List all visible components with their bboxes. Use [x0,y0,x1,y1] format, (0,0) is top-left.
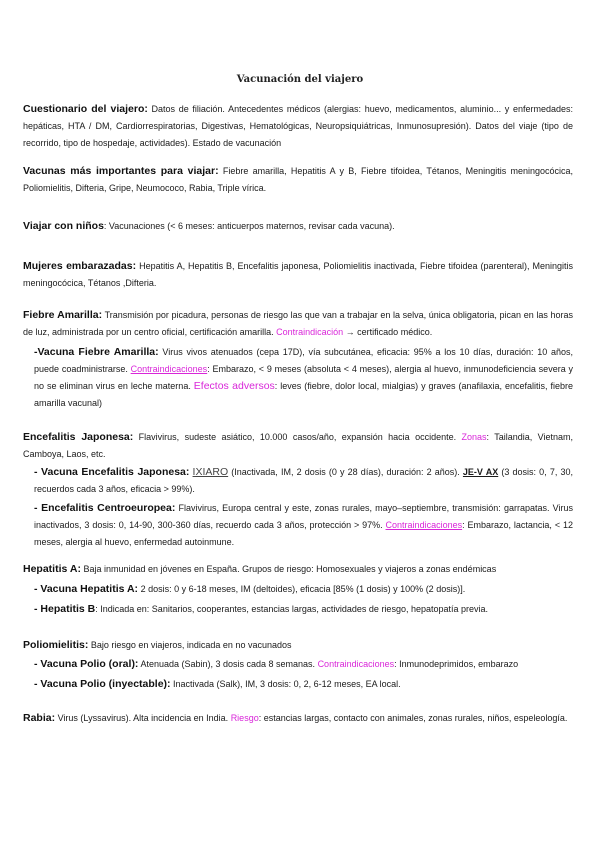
text-vacuna-polio-oral: Atenuada (Sabin), 3 dosis cada 8 semanas. [138,659,318,669]
heading-vacuna-polio-oral: - Vacuna Polio (oral): [34,658,139,670]
section-vacuna-polio-oral [34,656,573,673]
text-vacuna-encefalitis-japonesa-1: (Inactivada, IM, 2 dosis (0 y 28 días), duración: 2 años). [228,467,463,477]
section-encefalitis-japonesa [23,429,573,463]
text-encefalitis-centroeuropea: Flavivirus, Europa central y este, zonas rurales, mayo–septiembre, transmisión: garrapatas. Virus inactivados, 3 dosis: 0, 14-90, 300-360 días, recuerdo cada 3 años, protección > 97%. [34,503,573,530]
zonas-label: Zonas [461,432,487,442]
text-rabia: Virus (Lyssavirus). Alta incidencia en India. [55,713,231,723]
text-vacuna-fiebre-amarilla-2: : Embarazo, < 9 meses (absoluta < 4 meses), alergia al huevo, inmunodeficiencia severa y no se eliminan virus en leche materna. [34,364,573,391]
section-poliomielitis [23,637,573,654]
text-rabia-after: : estancias largas, contacto con animales, zonas rurales, niños, espeleología. [258,713,568,723]
section-hepatitis-a [23,561,573,578]
contraindicacion-fiebre-amarilla: Contraindicación [276,327,344,337]
heading-fiebre-amarilla: Fiebre Amarilla: [23,309,103,321]
riesgo-label: Riesgo [230,713,259,723]
brand-ixiaro: IXIARO [192,466,229,478]
contraindicaciones-vacuna-fiebre-amarilla: Contraindicaciones [130,364,208,374]
heading-vacuna-encefalitis-japonesa: - Vacuna Encefalitis Japonesa: [34,466,190,478]
text-fiebre-amarilla-after: → certificado médico. [343,327,433,337]
heading-rabia: Rabia: [23,712,56,724]
heading-embarazadas: Mujeres embarazadas: [23,260,137,272]
section-encefalitis-centroeuropea [34,500,573,551]
page-title: Vacunación del viajero [236,74,364,85]
section-fiebre-amarilla [23,307,573,341]
heading-hepatitis-a: Hepatitis A: [23,563,81,575]
heading-ninos: Viajar con niños [23,220,104,232]
text-vacuna-polio-oral-after: : Inmunodeprimidos, embarazo [394,659,519,669]
section-vacuna-hepatitis-a [34,581,573,598]
heading-poliomielitis: Poliomielitis: [23,639,89,651]
section-cuestionario [23,101,573,152]
text-embarazadas: Hepatitis A, Hepatitis B, Encefalitis japonesa, Poliomielitis inactivada, Fiebre tifoidea (parenteral), Meningitis meningocócica, Tétanos ,Difteria. [23,261,573,288]
heading-vacunas-importantes: Vacunas más importantes para viajar: [23,165,219,177]
text-encefalitis-japonesa: Flavivirus, sudeste asiático, 10.000 casos/año, expansión hacia occidente. [133,432,462,442]
text-ninos: : Vacunaciones (< 6 meses: anticuerpos maternos, revisar cada vacuna). [103,221,395,231]
efectos-adversos-label: Efectos adversos [193,380,275,392]
text-cuestionario: Datos de filiación. Antecedentes médicos (alergias: huevo, medicamentos, aluminio... y enfermedades: hepáticas, HTA / DM, Cardiorrespiratorias, Digestivas, Hematológicas, Neuropsiquiátricas, Inmunosupresión). Datos del viaje (tipo de recorrido, tipo de hospedaje, actividades). Estado de vacunación [23,104,573,148]
section-rabia [23,710,573,727]
heading-cuestionario: Cuestionario del viajero: [23,103,148,115]
brand-jevax: JE-V AX [462,467,499,477]
text-vacuna-hepatitis-a: 2 dosis: 0 y 6-18 meses, IM (deltoides), eficacia [85% (1 dosis) y 100% (2 dosis)]. [138,584,466,594]
text-vacuna-encefalitis-japonesa-2: (3 dosis: 0, 7, 30, recuerdos cada 3 años, eficacia > 99%). [34,467,573,494]
text-fiebre-amarilla: Transmisión por picadura, personas de riesgo las que van a trabajar en la selva, única obligatoria, pican en las horas de luz, administrada por un centro oficial, certificación amarilla. [23,310,573,337]
contraindicaciones-encefalitis-centroeuropea: Contraindicaciones [385,520,463,530]
text-vacuna-fiebre-amarilla-1: Virus vivos atenuados (cepa 17D), vía subcutánea, eficacia: 95% a los 10 días, duración: 10 años, puede coadministrarse. [34,347,574,374]
section-hepatitis-b [34,601,573,618]
section-embarazadas [23,258,573,292]
section-ninos [23,218,573,235]
text-vacuna-fiebre-amarilla-3: : leves (fiebre, dolor local, mialgias) y graves (anafilaxia, encefalitis, fiebre amarilla vacunal) [34,381,573,408]
text-encefalitis-japonesa-after: : Tailandia, Vietnam, Camboya, Laos, etc. [23,432,574,459]
heading-vacuna-fiebre-amarilla: -Vacuna Fiebre Amarilla: [34,346,159,358]
heading-vacuna-polio-inyectable: - Vacuna Polio (inyectable): [34,678,171,690]
section-vacunas-importantes [23,163,573,197]
section-vacuna-polio-inyectable [34,676,573,693]
section-vacuna-fiebre-amarilla [34,344,573,412]
text-vacunas-importantes: Fiebre amarilla, Hepatitis A y B, Fiebre tifoidea, Tétanos, Meningitis meningocócica, Poliomielitis, Difteria, Gripe, Neumococo, Rabia, Triple vírica. [23,166,573,193]
heading-encefalitis-japonesa: Encefalitis Japonesa: [23,431,134,443]
text-poliomielitis: Bajo riesgo en viajeros, indicada en no vacunados [88,640,292,650]
text-encefalitis-centroeuropea-after: : Embarazo, lactancia, < 12 meses, alergia al huevo, enfermedad autoinmune. [34,520,573,547]
text-hepatitis-b: : Indicada en: Sanitarios, cooperantes, estancias largas, actividades de riesgo, hepatopatía previa. [95,604,489,614]
section-vacuna-encefalitis-japonesa [34,464,573,498]
contraindicaciones-polio-oral: Contraindicaciones [317,659,395,669]
heading-encefalitis-centroeuropea: - Encefalitis Centroeuropea: [34,502,176,514]
text-hepatitis-a: Baja inmunidad en jóvenes en España. Grupos de riesgo: Homosexuales y viajeros a zonas endémicas [80,564,497,574]
heading-hepatitis-b: - Hepatitis B [34,603,96,615]
heading-vacuna-hepatitis-a: - Vacuna Hepatitis A: [34,583,139,595]
text-vacuna-polio-inyectable: Inactivada (Salk), IM, 3 dosis: 0, 2, 6-12 meses, EA local. [170,679,401,689]
